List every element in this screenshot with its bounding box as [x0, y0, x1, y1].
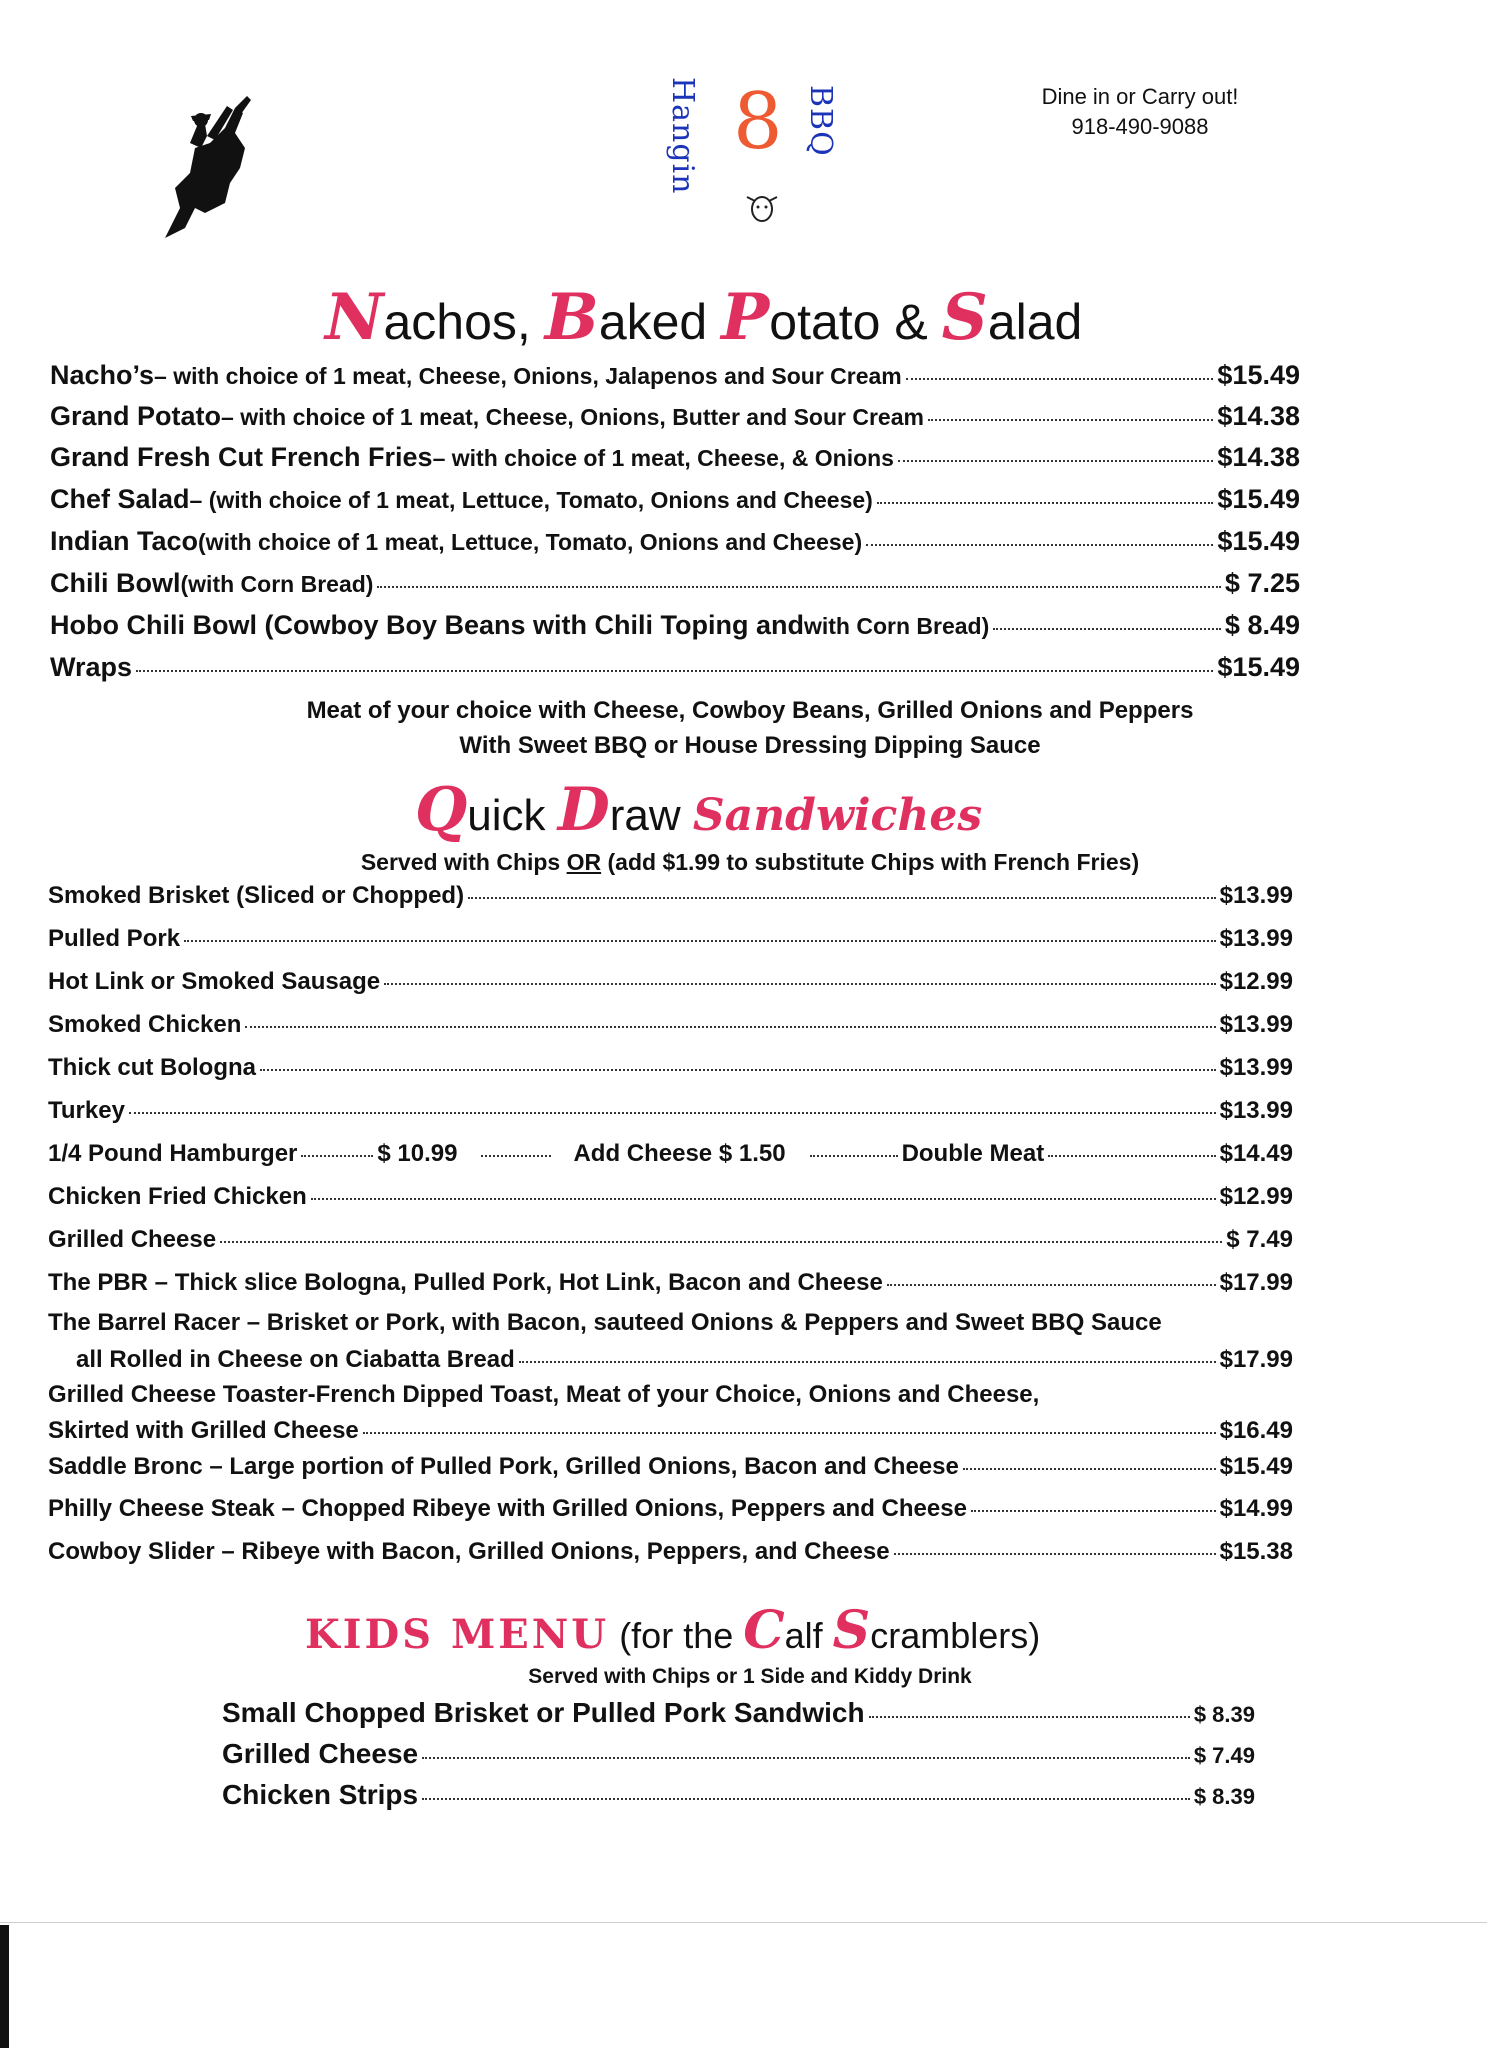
kids-item-grilled-cheese: Grilled Cheese $ 7.49 — [222, 1738, 1255, 1769]
section-heading-sandwiches: Quick Draw Sandwiches — [415, 775, 983, 845]
contact-info — [1000, 82, 1280, 142]
kids-item-chicken-strips: Chicken Strips $ 8.39 — [222, 1779, 1255, 1810]
logo-bbq-text: BBQ — [803, 85, 838, 157]
menu-item-philly-cheese-steak: Philly Cheese Steak – Chopped Ribeye with Grilled Onions, Peppers and Cheese $14.99 — [48, 1495, 1293, 1522]
phone-number: 918-490-9088 — [1071, 114, 1209, 139]
menu-item-smoked-brisket: Smoked Brisket (Sliced or Chopped) $13.99 — [48, 882, 1293, 909]
menu-item-turkey: Turkey $13.99 — [48, 1097, 1293, 1124]
scan-edge-bar — [0, 1925, 9, 2048]
kids-menu-note: Served with Chips or 1 Side and Kiddy Drink — [528, 1665, 972, 1688]
bull-rider-logo — [135, 88, 270, 248]
toaster-description: Grilled Cheese Toaster-French Dipped Toast, Meat of your Choice, Onions and Cheese, — [48, 1381, 1040, 1408]
logo-hangin-text: Hangin — [665, 77, 700, 195]
menu-item-chef-salad: Chef Salad – (with choice of 1 meat, Lettuce, Tomato, Onions and Cheese) $15.49 — [50, 484, 1300, 514]
menu-item-hamburger: 1/4 Pound Hamburger $ 10.99 Add Cheese $ 1.50 Double Meat $14.49 — [48, 1140, 1293, 1167]
logo-eight: 8 — [733, 77, 783, 167]
menu-item-hobo-chili-bowl: Hobo Chili Bowl (Cowboy Boy Beans with Chili Toping and with Corn Bread) $ 8.49 — [50, 610, 1300, 640]
menu-item-grilled-cheese: Grilled Cheese $ 7.49 — [48, 1226, 1293, 1253]
barrel-racer-description: The Barrel Racer – Brisket or Pork, with Bacon, sauteed Onions & Peppers and Sweet BBQ Sauce — [48, 1309, 1162, 1336]
menu-item-wraps: Wraps $15.49 — [50, 652, 1300, 682]
menu-item-pbr: The PBR – Thick slice Bologna, Pulled Pork, Hot Link, Bacon and Cheese $17.99 — [48, 1269, 1293, 1296]
wraps-note: Meat of your choice with Cheese, Cowboy Beans, Grilled Onions and Peppers With Sweet BBQ or House Dressing Dipping Sauce — [306, 697, 1194, 759]
menu-item-cowboy-slider: Cowboy Slider – Ribeye with Bacon, Grilled Onions, Peppers, and Cheese $15.38 — [48, 1538, 1293, 1565]
menu-item-chicken-fried-chicken: Chicken Fried Chicken $12.99 — [48, 1183, 1293, 1210]
menu-item-bologna: Thick cut Bologna $13.99 — [48, 1054, 1293, 1081]
menu-item-nachos: Nacho’s – with choice of 1 meat, Cheese, Onions, Jalapenos and Sour Cream $15.49 — [50, 360, 1300, 390]
menu-item-french-fries: Grand Fresh Cut French Fries – with choice of 1 meat, Cheese, & Onions $14.38 — [50, 442, 1300, 472]
menu-item-pulled-pork: Pulled Pork $13.99 — [48, 925, 1293, 952]
menu-item-chili-bowl: Chili Bowl (with Corn Bread) $ 7.25 — [50, 568, 1300, 598]
menu-item-smoked-chicken: Smoked Chicken $13.99 — [48, 1011, 1293, 1038]
menu-item-grand-potato: Grand Potato – with choice of 1 meat, Cheese, Onions, Butter and Sour Cream $14.38 — [50, 401, 1300, 431]
kids-item-brisket-sandwich: Small Chopped Brisket or Pulled Pork Sandwich $ 8.39 — [222, 1697, 1255, 1728]
section-heading-kids-menu: KIDS MENU (for the Calf Scramblers) — [305, 1600, 1041, 1661]
hangin-8-bbq-logo — [655, 75, 855, 240]
page-edge-line — [0, 1922, 1487, 1923]
dine-in-carry-out: Dine in or Carry out! — [1041, 84, 1239, 109]
menu-item-saddle-bronc: Saddle Bronc – Large portion of Pulled Pork, Grilled Onions, Bacon and Cheese $15.49 — [48, 1453, 1293, 1480]
sandwich-sides-note: Served with Chips OR (add $1.99 to substitute Chips with French Fries) — [360, 849, 1140, 875]
cow-face-icon — [737, 187, 787, 227]
menu-item-grilled-cheese-toaster: Skirted with Grilled Cheese $16.49 — [48, 1417, 1293, 1444]
menu-item-barrel-racer: all Rolled in Cheese on Ciabatta Bread $17.99 — [76, 1346, 1293, 1373]
section-heading-nachos: Nachos, Baked Potato & Salad — [325, 280, 1083, 355]
menu-item-hot-link: Hot Link or Smoked Sausage $12.99 — [48, 968, 1293, 995]
menu-item-indian-taco: Indian Taco (with choice of 1 meat, Lettuce, Tomato, Onions and Cheese) $15.49 — [50, 526, 1300, 556]
